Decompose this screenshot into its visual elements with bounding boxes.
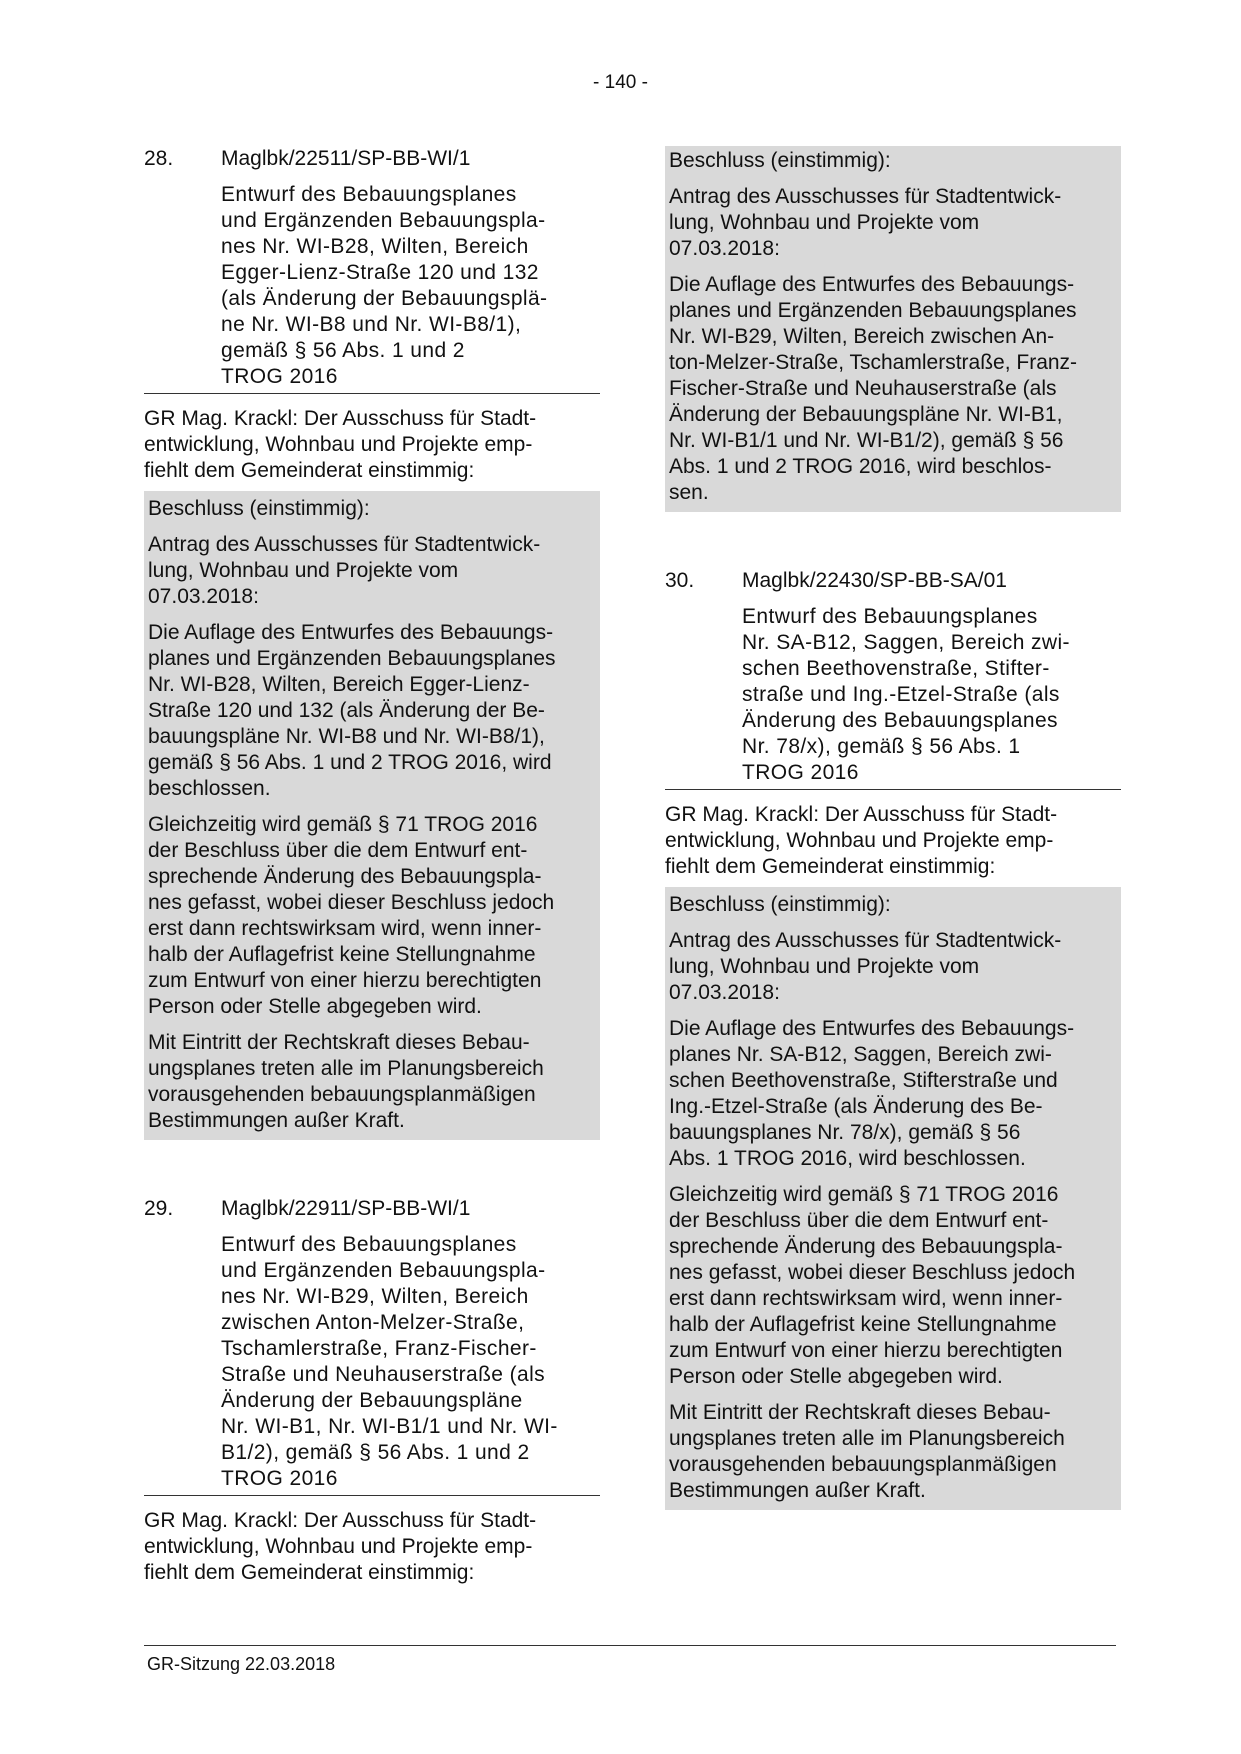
left-column (144, 146, 600, 1586)
box-line: Person oder Stelle abgegeben wird. (148, 995, 482, 1018)
resolution-heading (148, 496, 596, 522)
box-line: Mit Eintritt der Rechtskraft dieses Bebau- (669, 1401, 1051, 1424)
title-line: und Ergänzenden Bebauungspla- (221, 1259, 546, 1282)
box-line: Bestimmungen außer Kraft. (669, 1479, 926, 1502)
box-line: lung, Wohnbau und Projekte vom (669, 955, 980, 978)
box-line: halb der Auflagefrist keine Stellungnahme (669, 1313, 1057, 1336)
box-line: ungsplanes treten alle im Planungsbereich (148, 1057, 544, 1080)
intro-line: entwicklung, Wohnbau und Projekte emp- (665, 829, 1054, 852)
resolution-box (665, 887, 1121, 1510)
box-line: Beschluss (einstimmig): (148, 497, 370, 520)
box-line: lung, Wohnbau und Projekte vom (148, 559, 459, 582)
box-line: 07.03.2018: (148, 585, 259, 608)
box-line: vorausgehenden bebauungsplanmäßigen (148, 1083, 536, 1106)
item-code: Maglbk/22430/SP-BB-SA/01 (742, 569, 1007, 592)
box-line: ton-Melzer-Straße, Tschamlerstraße, Franz- (669, 351, 1078, 374)
box-line: nes gefasst, wobei dieser Beschluss jedoch (148, 891, 555, 914)
box-line: nes gefasst, wobei dieser Beschluss jedoch (669, 1261, 1076, 1284)
box-line: der Beschluss über die dem Entwurf ent- (669, 1209, 1049, 1232)
item-title (144, 182, 600, 394)
title-line: TROG 2016 (221, 365, 338, 388)
item-code: Maglbk/22511/SP-BB-WI/1 (221, 147, 471, 170)
box-line: schen Beethovenstraße, Stifterstraße und (669, 1069, 1058, 1092)
item-number: 29. (144, 1197, 174, 1220)
box-line: Änderung der Bebauungspläne Nr. WI-B1, (669, 403, 1063, 426)
title-line: schen Beethovenstraße, Stifter- (742, 657, 1050, 680)
title-line: Änderung der Bebauungspläne (221, 1389, 523, 1412)
box-line: Beschluss (einstimmig): (669, 893, 891, 916)
title-line: gemäß § 56 Abs. 1 und 2 (221, 339, 465, 362)
box-line: Abs. 1 und 2 TROG 2016, wird beschlos- (669, 455, 1052, 478)
title-line: Entwurf des Bebauungsplanes (221, 1233, 517, 1256)
box-line: Nr. WI-B1/1 und Nr. WI-B1/2), gemäß § 56 (669, 429, 1064, 452)
title-line: straße und Ing.-Etzel-Straße (als (742, 683, 1060, 706)
box-line: Gleichzeitig wird gemäß § 71 TROG 2016 (669, 1183, 1059, 1206)
box-line: Die Auflage des Entwurfes des Bebauungs- (148, 621, 554, 644)
box-line: vorausgehenden bebauungsplanmäßigen (669, 1453, 1057, 1476)
agenda-item-30 (665, 568, 1121, 1510)
box-line: halb der Auflagefrist keine Stellungnahme (148, 943, 536, 966)
motion-paragraph (669, 184, 1117, 262)
box-line: 07.03.2018: (669, 981, 780, 1004)
motion-paragraph (669, 928, 1117, 1006)
footer-session: GR-Sitzung 22.03.2018 (147, 1654, 336, 1674)
title-line: nes Nr. WI-B29, Wilten, Bereich (221, 1285, 529, 1308)
box-line: gemäß § 56 Abs. 1 und 2 TROG 2016, wird (148, 751, 552, 774)
title-line: und Ergänzenden Bebauungspla- (221, 209, 546, 232)
decision-paragraph (669, 272, 1117, 506)
title-line: Nr. 78/x), gemäß § 56 Abs. 1 (742, 735, 1021, 758)
agenda-item-28 (144, 146, 600, 1140)
title-line: zwischen Anton-Melzer-Straße, (221, 1311, 525, 1334)
box-line: Nr. WI-B29, Wilten, Bereich zwischen An- (669, 325, 1055, 348)
intro-line: GR Mag. Krackl: Der Ausschuss für Stadt- (144, 1509, 537, 1532)
title-line: Nr. WI-B1, Nr. WI-B1/1 und Nr. WI- (221, 1415, 558, 1438)
box-line: sen. (669, 481, 709, 504)
title-line: Entwurf des Bebauungsplanes (742, 605, 1038, 628)
committee-intro (144, 406, 600, 484)
title-line: Entwurf des Bebauungsplanes (221, 183, 517, 206)
resolution-heading (669, 892, 1117, 918)
box-line: Gleichzeitig wird gemäß § 71 TROG 2016 (148, 813, 538, 836)
box-line: Mit Eintritt der Rechtskraft dieses Bebau- (148, 1031, 530, 1054)
effect-paragraph (669, 1400, 1117, 1504)
title-line: Egger-Lienz-Straße 120 und 132 (221, 261, 539, 284)
box-line: Beschluss (einstimmig): (669, 149, 891, 172)
resolution-heading (669, 148, 1117, 174)
box-line: zum Entwurf von einer hierzu berechtigten (148, 969, 542, 992)
box-line: Antrag des Ausschusses für Stadtentwick- (669, 185, 1062, 208)
decision-paragraph (669, 1016, 1117, 1172)
item-header (665, 568, 1121, 594)
title-line: Straße und Neuhauserstraße (als (221, 1363, 546, 1386)
intro-line: entwicklung, Wohnbau und Projekte emp- (144, 1535, 533, 1558)
committee-intro (665, 802, 1121, 880)
box-line: Person oder Stelle abgegeben wird. (669, 1365, 1003, 1388)
box-line: ungsplanes treten alle im Planungsbereich (669, 1427, 1065, 1450)
simultaneous-paragraph (148, 812, 596, 1020)
item-code: Maglbk/22911/SP-BB-WI/1 (221, 1197, 471, 1220)
title-line: (als Änderung der Bebauungsplä- (221, 287, 548, 310)
agenda-item-29 (144, 1196, 600, 1586)
simultaneous-paragraph (669, 1182, 1117, 1390)
item-title (665, 604, 1121, 790)
item-number: 28. (144, 147, 174, 170)
box-line: Abs. 1 TROG 2016, wird beschlossen. (669, 1147, 1026, 1170)
intro-line: GR Mag. Krackl: Der Ausschuss für Stadt- (144, 407, 537, 430)
box-line: Antrag des Ausschusses für Stadtentwick- (148, 533, 541, 556)
box-line: planes und Ergänzenden Bebauungsplanes (148, 647, 556, 670)
right-column (665, 146, 1121, 1510)
title-line: B1/2), gemäß § 56 Abs. 1 und 2 (221, 1441, 530, 1464)
box-line: Ing.-Etzel-Straße (als Änderung des Be- (669, 1095, 1043, 1118)
intro-line: entwicklung, Wohnbau und Projekte emp- (144, 433, 533, 456)
box-line: erst dann rechtswirksam wird, wenn inner- (148, 917, 542, 940)
box-line: sprechende Änderung des Bebauungspla- (669, 1235, 1063, 1258)
committee-intro (144, 1508, 600, 1586)
box-line: bauungsplanes Nr. 78/x), gemäß § 56 (669, 1121, 1021, 1144)
box-line: der Beschluss über die dem Entwurf ent- (148, 839, 528, 862)
title-line: TROG 2016 (742, 761, 859, 784)
intro-line: GR Mag. Krackl: Der Ausschuss für Stadt- (665, 803, 1058, 826)
page-number: - 140 - (593, 72, 648, 93)
title-line: nes Nr. WI-B28, Wilten, Bereich (221, 235, 529, 258)
box-line: Die Auflage des Entwurfes des Bebauungs- (669, 1017, 1075, 1040)
item-header (144, 1196, 600, 1222)
decision-paragraph (148, 620, 596, 802)
box-line: zum Entwurf von einer hierzu berechtigten (669, 1339, 1063, 1362)
box-line: erst dann rechtswirksam wird, wenn inner- (669, 1287, 1063, 1310)
box-line: beschlossen. (148, 777, 271, 800)
title-line: Änderung des Bebauungsplanes (742, 709, 1058, 732)
box-line: lung, Wohnbau und Projekte vom (669, 211, 980, 234)
box-line: planes und Ergänzenden Bebauungsplanes (669, 299, 1077, 322)
title-line: TROG 2016 (221, 1467, 338, 1490)
box-line: Bestimmungen außer Kraft. (148, 1109, 405, 1132)
intro-line: fiehlt dem Gemeinderat einstimmig: (144, 459, 475, 482)
item-number: 30. (665, 569, 695, 592)
resolution-box (144, 491, 600, 1140)
box-line: sprechende Änderung des Bebauungspla- (148, 865, 542, 888)
item-header (144, 146, 600, 172)
box-line: Straße 120 und 132 (als Änderung der Be- (148, 699, 545, 722)
title-line: Nr. SA-B12, Saggen, Bereich zwi- (742, 631, 1070, 654)
effect-paragraph (148, 1030, 596, 1134)
box-line: Die Auflage des Entwurfes des Bebauungs- (669, 273, 1075, 296)
box-line: Nr. WI-B28, Wilten, Bereich Egger-Lienz- (148, 673, 530, 696)
box-line: Fischer-Straße und Neuhauserstraße (als (669, 377, 1057, 400)
box-line: Antrag des Ausschusses für Stadtentwick- (669, 929, 1062, 952)
box-line: bauungspläne Nr. WI-B8 und Nr. WI-B8/1), (148, 725, 545, 748)
title-line: ne Nr. WI-B8 und Nr. WI-B8/1), (221, 313, 522, 336)
resolution-box-item-29 (665, 146, 1121, 512)
item-title (144, 1232, 600, 1496)
intro-line: fiehlt dem Gemeinderat einstimmig: (665, 855, 996, 878)
title-line: Tschamlerstraße, Franz-Fischer- (221, 1337, 537, 1360)
intro-line: fiehlt dem Gemeinderat einstimmig: (144, 1561, 475, 1584)
motion-paragraph (148, 532, 596, 610)
footer-divider (144, 1645, 1116, 1646)
box-line: 07.03.2018: (669, 237, 780, 260)
box-line: planes Nr. SA-B12, Saggen, Bereich zwi- (669, 1043, 1052, 1066)
